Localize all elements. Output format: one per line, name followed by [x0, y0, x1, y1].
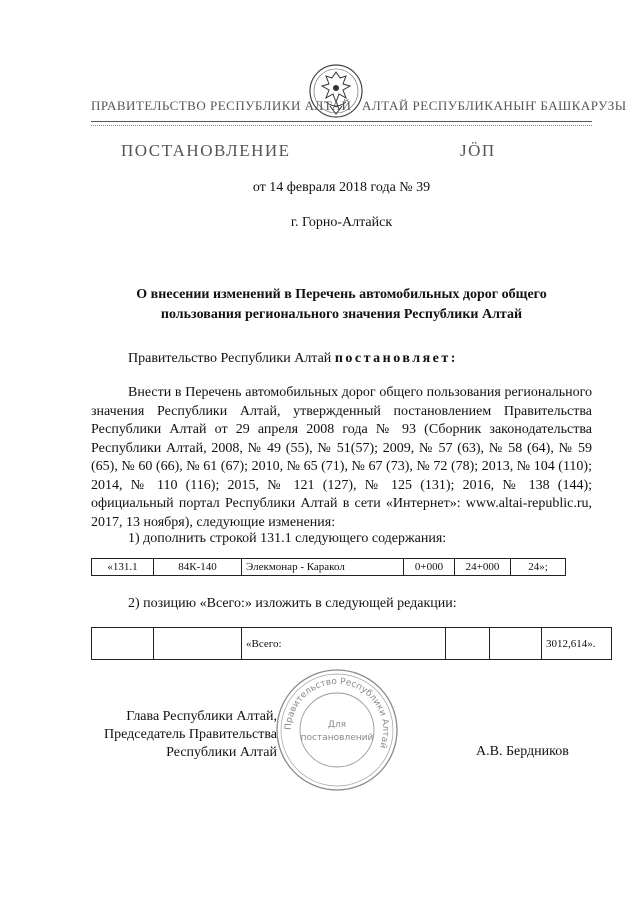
table-cell: 0+000	[404, 559, 455, 576]
table-cell	[92, 628, 154, 660]
coat-of-arms-emblem	[296, 58, 376, 124]
document-type-altai: ЈӦП	[460, 141, 496, 160]
amendment-table-2	[91, 627, 612, 660]
table-row	[92, 559, 566, 576]
table-cell: Элекмонар - Каракол	[242, 559, 404, 576]
resolves-line	[128, 351, 458, 367]
signatory-title-2: Председатель Правительства	[104, 727, 277, 742]
document-date: от 14 февраля 2018 года № 39	[252, 180, 431, 195]
table-cell: «Всего:	[242, 628, 446, 660]
signatory-title-1: Глава Республики Алтай,	[126, 709, 277, 724]
document-city: г. Горно-Алтайск	[290, 215, 393, 230]
stamp-ring-text: Правительство Республики Алтай	[283, 676, 391, 750]
body-paragraph: Внести в Перечень автомобильных дорог общего пользования регионального значения Республики Алтай, утвержденный постановлением Правительства Республики Алтай от 29 апреля 2008 года № 93 (Сборник законодательства Республики Алтай, 2008, № 49 (55), № 51(57); 2009, № 57 (63), № 58 (64), № 59 (65), № 60 (66), № 61 (67); 2010, № 65 (71), № 67 (73), № 72 (78); 2013, № 104 (110); 2014, № 110 (116); 2015, № 121 (127), № 125 (131); 2016, № 138 (144); официальный портал Республики Алтай в сети «Интернет»: www.altai-republic.ru, 2017, 13 ноября), следующие изменения:	[91, 385, 592, 530]
table-cell: 24»;	[511, 559, 566, 576]
header-rule-dotted	[91, 125, 592, 126]
table-cell: 3012,614».	[542, 628, 612, 660]
signatory-name: А.В. Бердников	[476, 744, 569, 759]
stamp-center-line-2: постановлений	[300, 733, 374, 743]
document-type-ru: ПОСТАНОВЛЕНИЕ	[121, 141, 291, 160]
amendment-item-1: 1) дополнить строкой 131.1 следующего содержания:	[128, 531, 447, 546]
table-row	[92, 628, 612, 660]
table-cell	[490, 628, 542, 660]
signatory-title-3: Республики Алтай	[166, 745, 277, 760]
table-cell	[154, 628, 242, 660]
government-name-altai: АЛТАЙ РЕСПУБЛИКАНЫҤ БАШКАРУЗЫ	[362, 98, 627, 113]
amendment-item-2: 2) позицию «Всего:» изложить в следующей редакции:	[128, 596, 457, 611]
table-cell: 84К-140	[154, 559, 242, 576]
resolves-lead: Правительство Республики Алтай	[128, 351, 335, 366]
table-cell: 24+000	[455, 559, 511, 576]
header-rule	[91, 121, 592, 122]
table-cell	[446, 628, 490, 660]
stamp-center-line-1: Для	[327, 720, 347, 730]
resolves-verb: постановляет:	[334, 351, 458, 366]
document-title	[91, 285, 592, 325]
table-cell: «131.1	[92, 559, 154, 576]
title-line-1: О внесении изменений в Перечень автомобильных дорог общего	[136, 287, 547, 302]
amendment-table-1	[91, 558, 566, 576]
government-name-ru: ПРАВИТЕЛЬСТВО РЕСПУБЛИКИ АЛТАЙ	[91, 98, 352, 113]
title-line-2: пользования регионального значения Республики Алтай	[160, 307, 523, 322]
official-stamp	[272, 665, 402, 795]
